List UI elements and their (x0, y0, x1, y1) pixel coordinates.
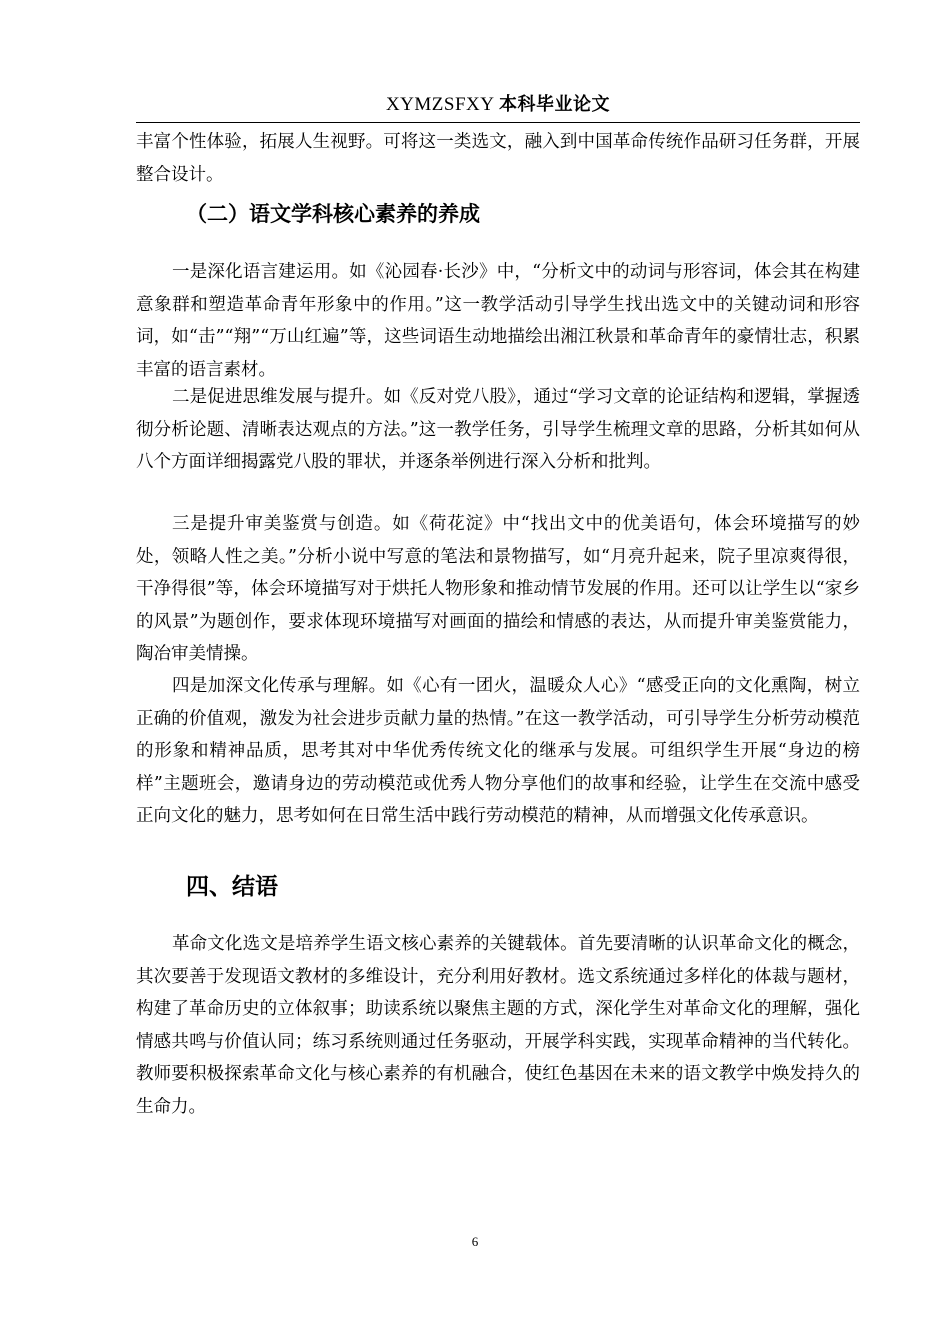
page-number: 6 (471, 1234, 479, 1249)
continuation-paragraph: 丰富个性体验，拓展人生视野。可将这一类选文，融入到中国革命传统作品研习任务群，开展整合设计。 (136, 132, 860, 185)
paragraph-language: 一是深化语言建运用。如《沁园春·长沙》中，“分析文中的动词与形容词，体会其在构建意象群和塑造革命青年形象中的作用。”这一教学活动引导学生找出选文中的关键动词和形容词，如“击”“翔”“万山红遍”等，这些词语生动地描绘出湘江秋景和革命青年的豪情壮志，积累丰富的语言素材。 (136, 262, 860, 380)
header-rule (136, 122, 860, 123)
paragraph-culture: 四是加深文化传承与理解。如《心有一团火，温暖众人心》“感受正向的文化熏陶，树立正确的价值观，激发为社会进步贡献力量的热情。”在这一教学活动，可引导学生分析劳动模范的形象和精神品质，思考其对中华优秀传统文化的继承与发展。可组织学生开展“身边的榜样”主题班会，邀请身边的劳动模范或优秀人物分享他们的故事和经验，让学生在交流中感受正向文化的魅力，思考如何在日常生活中践行劳动模范的精神，从而增强文化传承意识。 (136, 676, 860, 827)
conclusion-paragraph: 革命文化选文是培养学生语文核心素养的关键载体。首先要清晰的认识革命文化的概念，其次要善于发现语文教材的多维设计，充分利用好教材。选文系统通过多样化的体裁与题材，构建了革命历史的立体叙事；助读系统以聚焦主题的方式，深化学生对革命文化的理解，强化情感共鸣与价值认同；练习系统则通过任务驱动，开展学科实践，实现革命精神的当代转化。教师要积极探索革命文化与核心素养的有机融合，使红色基因在未来的语文教学中焕发持久的生命力。 (136, 934, 860, 1117)
header-title: 本科毕业论文 (499, 94, 611, 115)
running-header (136, 90, 860, 120)
section-heading-conclusion: 四、结语 (186, 874, 278, 900)
header-code: XYMZSFXY (385, 94, 494, 115)
section-heading-core-literacy: （二）语文学科核心素养的养成 (186, 202, 480, 226)
paragraph-thinking: 二是促进思维发展与提升。如《反对党八股》，通过“学习文章的论证结构和逻辑，掌握透彻分析论题、清晰表达观点的方法。”这一教学任务，引导学生梳理文章的思路，分析其如何从八个方面详细揭露党八股的罪状，并逐条举例进行深入分析和批判。 (136, 387, 860, 473)
paragraph-aesthetics: 三是提升审美鉴赏与创造。如《荷花淀》中“找出文中的优美语句，体会环境描写的妙处，领略人性之美。”分析小说中写意的笔法和景物描写，如“月亮升起来，院子里凉爽得很，干净得很”等，体会环境描写对于烘托人物形象和推动情节发展的作用。还可以让学生以“家乡的风景”为题创作，要求体现环境描写对画面的描绘和情感的表达，从而提升审美鉴赏能力，陶冶审美情操。 (136, 514, 860, 665)
